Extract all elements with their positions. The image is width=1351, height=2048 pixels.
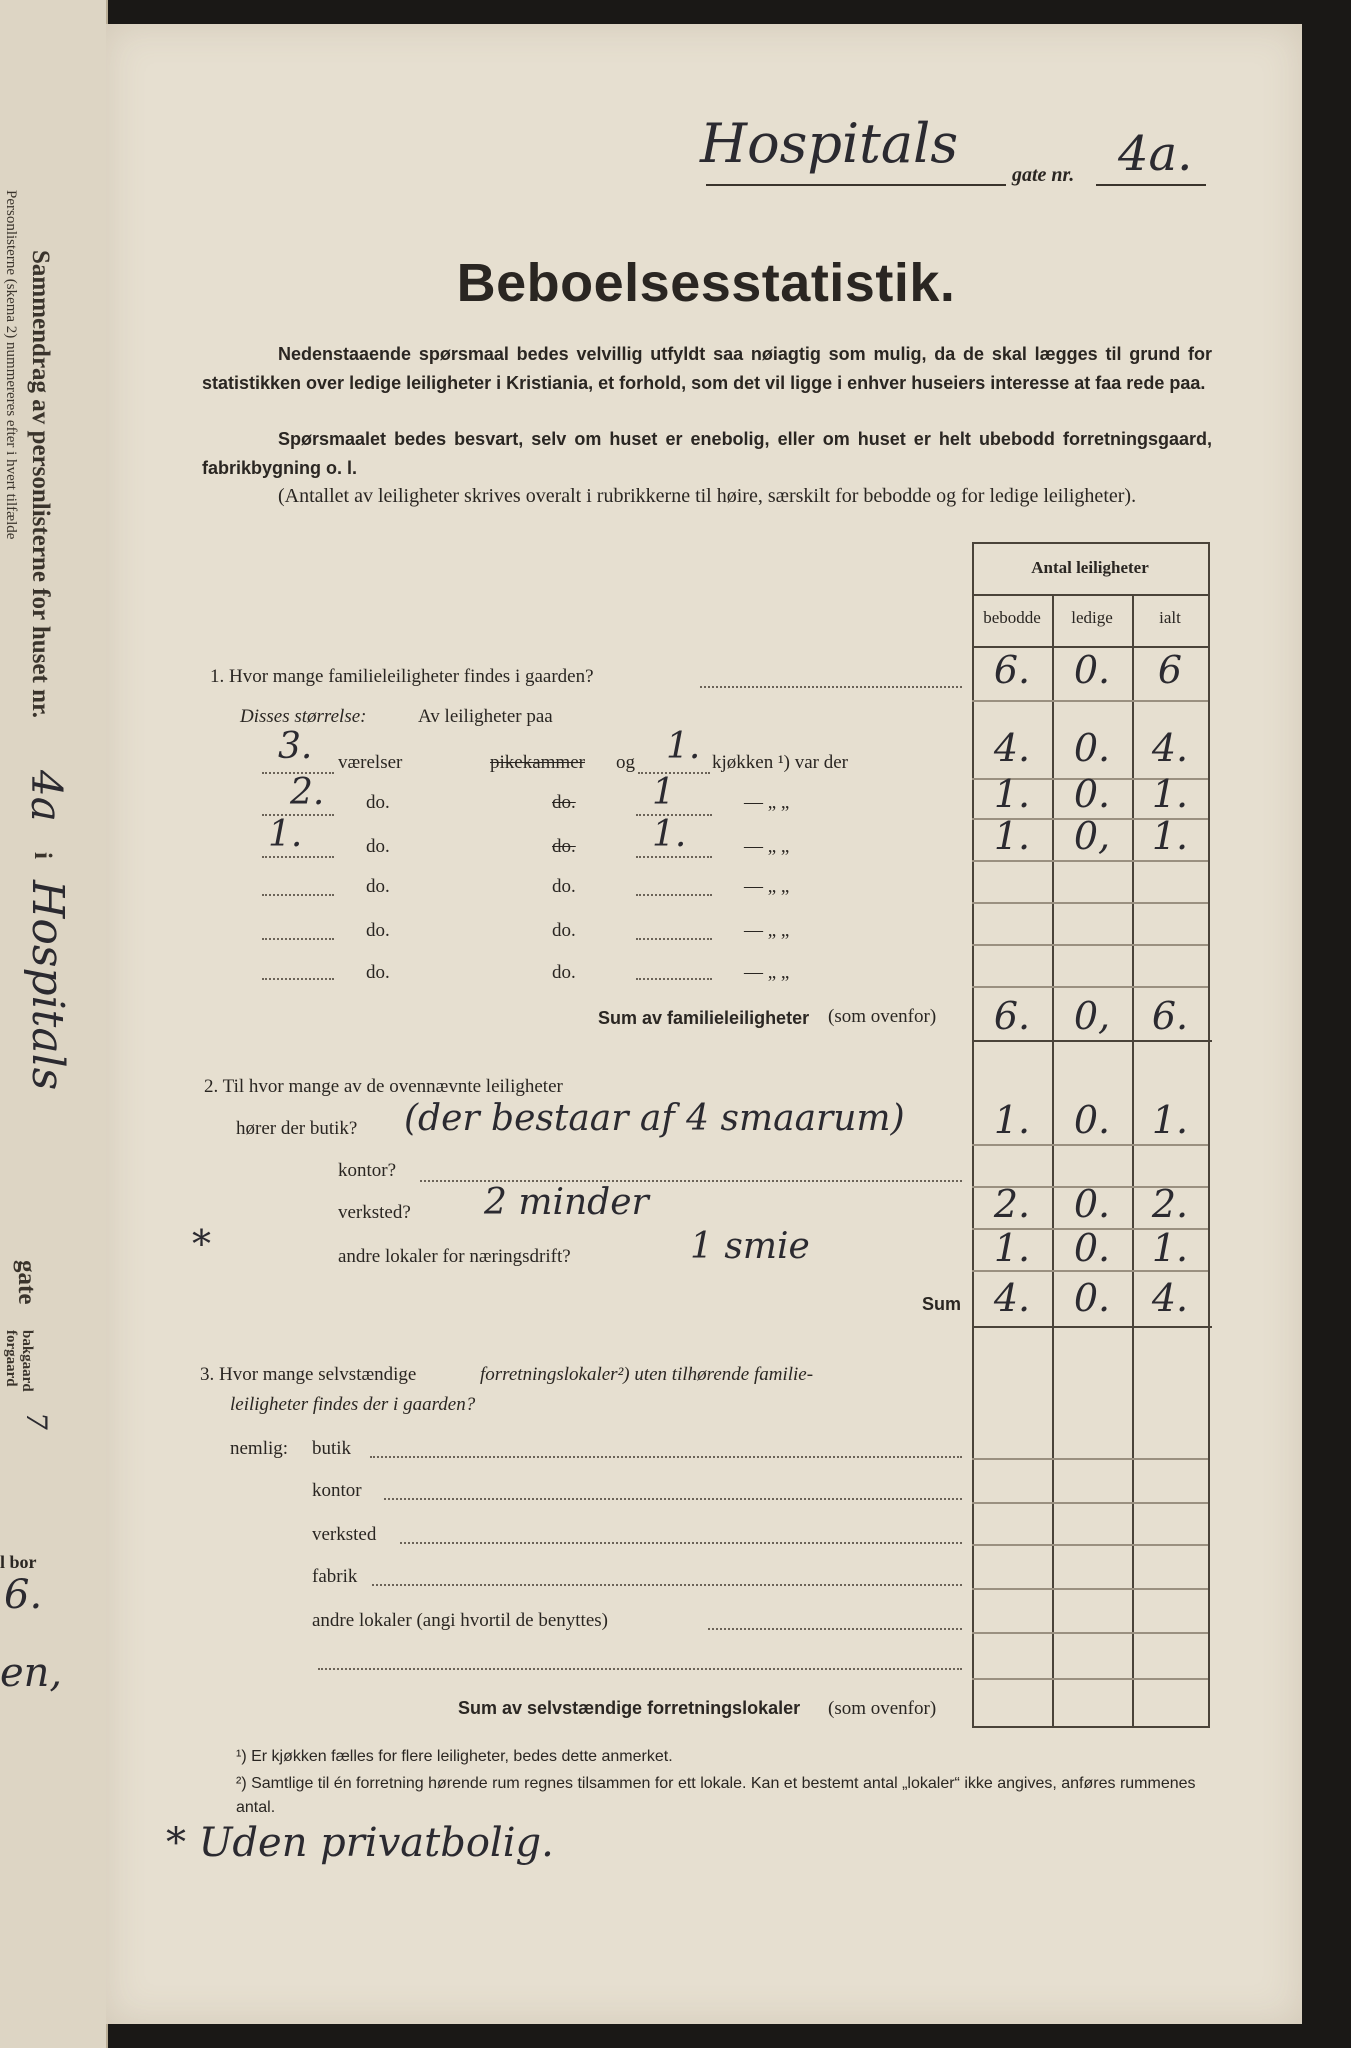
margin-bor-label: l bor <box>0 1552 37 1572</box>
q2-butik-bebodde: 1. <box>993 1098 1031 1142</box>
q1-sum-bebodde: 6. <box>993 994 1031 1038</box>
footnote-2: ²) Samtlige til én forretning hørende rum regnes tilsammen for ett lokale. Kan et bestemt antal „lokaler“ ikke angives, anføres rummenes antal. <box>236 1775 1196 1816</box>
leader-dots <box>636 894 712 896</box>
intro-paragraph-2: Spørsmaalet bedes besvart, selv om huset er enebolig, eller om huset er helt ubebodd forretningsgaard, fabrikbygning o. l. <box>202 429 1212 478</box>
row6-maid-label: do. <box>552 962 576 983</box>
leader-dots <box>262 978 334 980</box>
q3-sum-suffix: (som ovenfor) <box>828 1698 937 1719</box>
row1-maid-label: pikekammer <box>490 752 585 773</box>
row-rule <box>972 1502 1208 1504</box>
row3-rooms: 1. <box>268 814 303 855</box>
row5-rooms-label: do. <box>366 920 390 941</box>
q2-sum-label: Sum <box>922 1294 962 1314</box>
q2-butik-note: (der bestaar af 4 smaarum) <box>404 1098 905 1139</box>
q1-ledige: 0. <box>1073 648 1111 692</box>
margin-summary-title: Sammendrag av personlisterne for huset nr. <box>27 250 54 719</box>
col-ialt: ialt <box>1159 608 1181 627</box>
q1-question: 1. Hvor mange familieleiligheter findes i gaarden? <box>210 666 594 687</box>
adjacent-page-strip <box>0 0 108 2048</box>
row2-ialt: 1. <box>1151 772 1189 816</box>
margin-bor-value: 6. <box>4 1572 43 1618</box>
number-underline <box>1096 184 1206 186</box>
row1-ialt: 4. <box>1151 726 1189 770</box>
leader-dots <box>372 1584 962 1586</box>
row4-rooms-label: do. <box>366 876 390 897</box>
q3-item-kontor: kontor <box>312 1480 362 1501</box>
col-ledige: ledige <box>1071 608 1113 627</box>
row4-kitchen-label: — „ „ <box>744 876 790 897</box>
q2-sum-ledige: 0. <box>1073 1276 1111 1320</box>
row-rule <box>972 1588 1208 1590</box>
q2-asterisk: * <box>192 1222 211 1266</box>
q2-andre-ialt: 1. <box>1151 1226 1189 1270</box>
q2-andre-note: 1 smie <box>690 1226 810 1267</box>
leader-dots <box>700 686 962 688</box>
q3-item-fabrik: fabrik <box>312 1566 358 1587</box>
row2-kitchen: 1 <box>652 772 675 813</box>
row3-bebodde: 1. <box>993 814 1031 858</box>
house-number-handwritten: 4a. <box>1118 126 1193 182</box>
row4-maid-label: do. <box>552 876 576 897</box>
bottom-handwritten-note: * Uden privatbolig. <box>166 1820 554 1866</box>
q2-verksted-ledige: 0. <box>1073 1182 1111 1226</box>
row-rule <box>972 1270 1208 1272</box>
row3-rooms-label: do. <box>366 836 390 857</box>
row1-rooms-label: værelser <box>338 752 403 773</box>
intro-paragraph-1: Nedenstaaende spørsmaal bedes velvillig utfyldt saa nøiagtig som mulig, da de skal lægges til grund for statistikken over ledige leiligheter i Kristiania, et forhold, som det vil ligge i enhver huseiers interesse at faa rede paa. <box>202 344 1212 393</box>
leader-dots <box>636 856 712 858</box>
sum-rule-q2 <box>972 1326 1212 1328</box>
street-name-handwritten: Hospitals <box>700 112 959 175</box>
margin-forgaard: forgaard <box>3 1330 19 1387</box>
q2-kontor-label: kontor? <box>338 1160 397 1181</box>
row2-bebodde: 1. <box>993 772 1031 816</box>
margin-gate: gate <box>13 1260 40 1305</box>
table-group-header: Antal leiligheter <box>1031 558 1149 577</box>
q3-question-c: leiligheter findes der i gaarden? <box>230 1394 476 1415</box>
q3-question-a: 3. Hvor mange selvstændige <box>200 1364 417 1385</box>
q2-verksted-ialt: 2. <box>1151 1182 1189 1226</box>
margin-signature: en, <box>0 1650 63 1696</box>
row3-ialt: 1. <box>1151 814 1189 858</box>
q2-butik-label: hører der butik? <box>236 1118 358 1139</box>
row1-kitchen: 1. <box>666 726 701 767</box>
q2-butik-ialt: 1. <box>1151 1098 1189 1142</box>
row-rule <box>972 944 1208 946</box>
q1-sum-label: Sum av familieleiligheter <box>598 1008 810 1028</box>
q3-item-andre: andre lokaler (angi hvortil de benyttes) <box>312 1610 608 1631</box>
table-header-rule <box>972 594 1208 596</box>
q2-sum-bebodde: 4. <box>993 1276 1031 1320</box>
row-rule <box>972 1144 1208 1146</box>
row2-maid-label: do. <box>552 792 576 813</box>
q3-item-butik: butik <box>312 1438 352 1459</box>
q3-sum-label: Sum av selvstændige forretningslokaler <box>458 1698 801 1718</box>
margin-bakgaard: bakgaard <box>19 1330 35 1392</box>
q1-sizes-label: Disses størrelse: <box>240 706 367 727</box>
row3-kitchen-label: — „ „ <box>744 836 790 857</box>
row2-ledige: 0. <box>1073 772 1111 816</box>
leader-dots <box>636 978 712 980</box>
row-rule <box>972 1458 1208 1460</box>
row1-bebodde: 4. <box>993 726 1031 770</box>
q1-bebodde: 6. <box>993 648 1031 692</box>
leader-dots <box>636 938 712 940</box>
margin-house-number: 4a <box>22 770 71 822</box>
q1-sizes-sub: Av leiligheter paa <box>418 706 553 727</box>
row1-rooms: 3. <box>278 726 313 767</box>
row3-maid-label: do. <box>552 836 576 857</box>
row-rule <box>972 700 1208 702</box>
row-rule <box>972 986 1208 988</box>
q2-andre-bebodde: 1. <box>993 1226 1031 1270</box>
row2-rooms-label: do. <box>366 792 390 813</box>
q2-sum-ialt: 4. <box>1151 1276 1189 1320</box>
margin-small-text: Personlisterne (skema 2) nummereres efter i hvert tilfælde <box>3 190 19 540</box>
row-rule <box>972 860 1208 862</box>
row-rule <box>972 902 1208 904</box>
q2-verksted-label: verksted? <box>338 1202 411 1223</box>
leader-dots <box>262 894 334 896</box>
q2-question: 2. Til hvor mange av de ovennævnte leiligheter <box>204 1076 563 1097</box>
gate-nr-label: gate nr. <box>1012 164 1075 186</box>
row1-og: og <box>616 752 635 773</box>
margin-street: Hospitals <box>22 880 73 1091</box>
margin-i: i <box>29 852 56 859</box>
row-rule <box>972 1544 1208 1546</box>
q1-ialt: 6 <box>1157 648 1183 692</box>
row3-kitchen: 1. <box>652 814 687 855</box>
row6-kitchen-label: — „ „ <box>744 962 790 983</box>
leader-dots <box>400 1542 962 1544</box>
row-rule <box>972 1632 1208 1634</box>
q3-nemlig: nemlig: <box>230 1438 289 1459</box>
row2-kitchen-label: — „ „ <box>744 792 790 813</box>
leader-dots <box>384 1498 962 1500</box>
q2-andre-label: andre lokaler for næringsdrift? <box>338 1246 571 1267</box>
margin-mark: 7 <box>20 1412 53 1430</box>
q2-butik-ledige: 0. <box>1073 1098 1111 1142</box>
row3-ledige: 0, <box>1073 814 1111 858</box>
leader-dots <box>262 938 334 940</box>
leader-dots <box>262 856 334 858</box>
row5-maid-label: do. <box>552 920 576 941</box>
row5-kitchen-label: — „ „ <box>744 920 790 941</box>
q1-sum-ialt: 6. <box>1151 994 1189 1038</box>
table-top-rule <box>972 542 1208 544</box>
q1-sum-suffix: (som ovenfor) <box>828 1006 937 1027</box>
row1-ledige: 0. <box>1073 726 1111 770</box>
leader-dots <box>708 1628 962 1630</box>
sum-rule-q1 <box>972 1040 1212 1042</box>
q1-sum-ledige: 0, <box>1073 994 1111 1038</box>
q2-andre-ledige: 0. <box>1073 1226 1111 1270</box>
table-bottom-rule <box>972 1726 1208 1728</box>
page-title: Beboelsesstatistik. <box>456 253 956 313</box>
q2-verksted-note: 2 minder <box>484 1182 649 1223</box>
q3-item-verksted: verksted <box>312 1524 377 1545</box>
row6-rooms-label: do. <box>366 962 390 983</box>
street-underline <box>706 184 1006 186</box>
footnote-1: ¹) Er kjøkken fælles for flere leiligheter, bedes dette anmerket. <box>236 1748 673 1765</box>
intro-paragraph-3: (Antallet av leiligheter skrives overalt i rubrikkerne til høire, særskilt for bebodde og for ledige leiligheter). <box>278 485 1137 507</box>
row2-rooms: 2. <box>290 772 325 813</box>
row1-kitchen-label: kjøkken ¹) var der <box>712 752 849 773</box>
leader-dots <box>370 1456 962 1458</box>
q3-question-b: forretningslokaler²) uten tilhørende familie- <box>480 1364 814 1385</box>
q2-verksted-bebodde: 2. <box>993 1182 1031 1226</box>
row-rule <box>972 1678 1208 1680</box>
col-bebodde: bebodde <box>983 608 1041 627</box>
leader-dots <box>318 1668 962 1670</box>
